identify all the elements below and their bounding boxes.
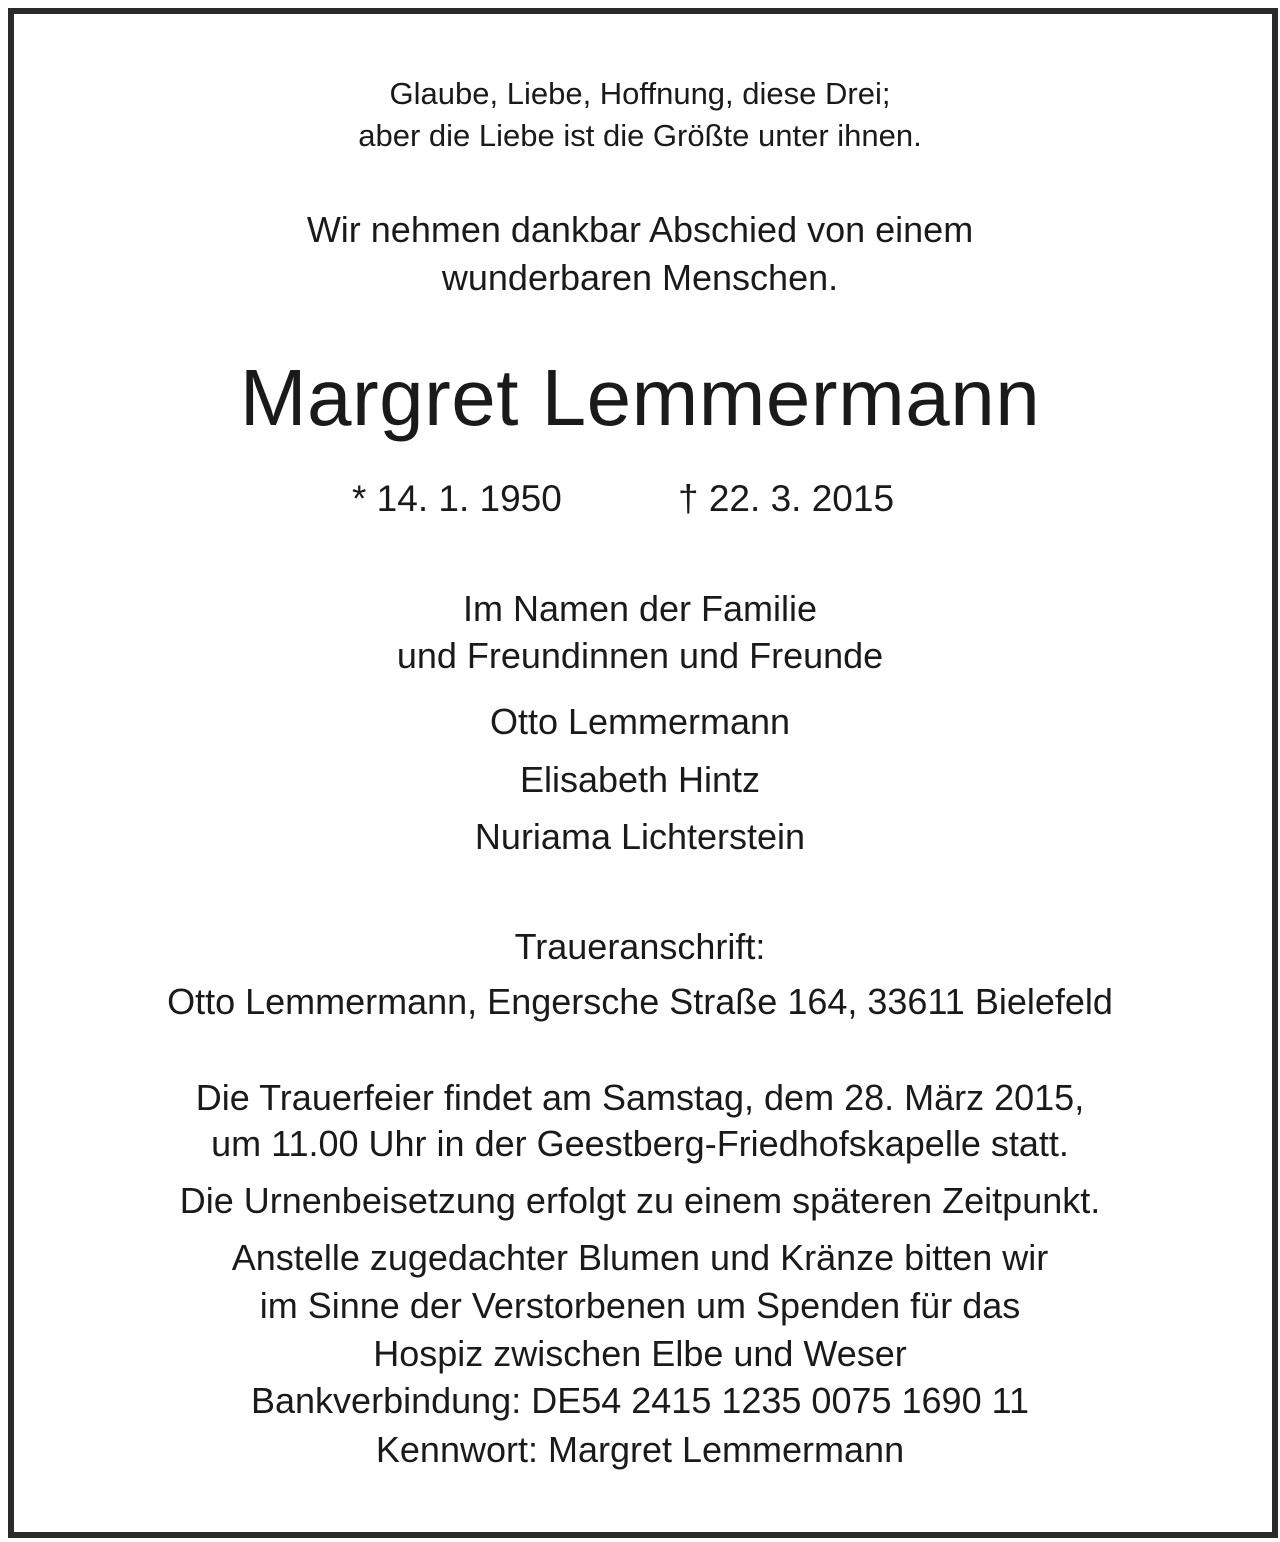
signatory-name: Elisabeth Hintz bbox=[519, 759, 761, 800]
ceremony-line-2: um 11.00 Uhr in der Geestberg-Friedhofskapelle statt. bbox=[211, 1123, 1069, 1164]
motto-line-2: aber die Liebe ist die Größte unter ihnen. bbox=[358, 118, 922, 153]
intro-line-2: wunderbaren Menschen. bbox=[441, 257, 839, 298]
bank-details: Bankverbindung: DE54 2415 1235 0075 1690 11 bbox=[251, 1380, 1029, 1421]
donation-line-3: Hospiz zwischen Elbe und Weser bbox=[373, 1333, 907, 1374]
donation-line-1: Anstelle zugedachter Blumen und Kränze bitten wir bbox=[231, 1237, 1049, 1278]
address-value: Otto Lemmermann, Engersche Straße 164, 33611 Bielefeld bbox=[167, 981, 1113, 1022]
intro-line-1: Wir nehmen dankbar Abschied von einem bbox=[306, 209, 974, 250]
signatory-name: Nuriama Lichterstein bbox=[474, 816, 806, 857]
donation-line-2: im Sinne der Verstorbenen um Spenden für das bbox=[259, 1285, 1021, 1326]
signature-line-1: Im Namen der Familie bbox=[462, 588, 818, 629]
address-label: Traueranschrift: bbox=[514, 926, 766, 967]
deceased-name: Margret Lemmermann bbox=[239, 353, 1041, 442]
motto-line-1: Glaube, Liebe, Hoffnung, diese Drei; bbox=[389, 76, 891, 111]
signature-line-2: und Freundinnen und Freunde bbox=[396, 635, 884, 676]
birth-date: * 14. 1. 1950 bbox=[352, 478, 562, 519]
ceremony-line-3: Die Urnenbeisetzung erfolgt zu einem späteren Zeitpunkt. bbox=[179, 1180, 1101, 1221]
ceremony-line-1: Die Trauerfeier findet am Samstag, dem 28. März 2015, bbox=[195, 1077, 1085, 1118]
death-date: † 22. 3. 2015 bbox=[678, 478, 895, 519]
signatory-name: Otto Lemmermann bbox=[489, 701, 791, 742]
donation-keyword: Kennwort: Margret Lemmermann bbox=[375, 1429, 905, 1470]
